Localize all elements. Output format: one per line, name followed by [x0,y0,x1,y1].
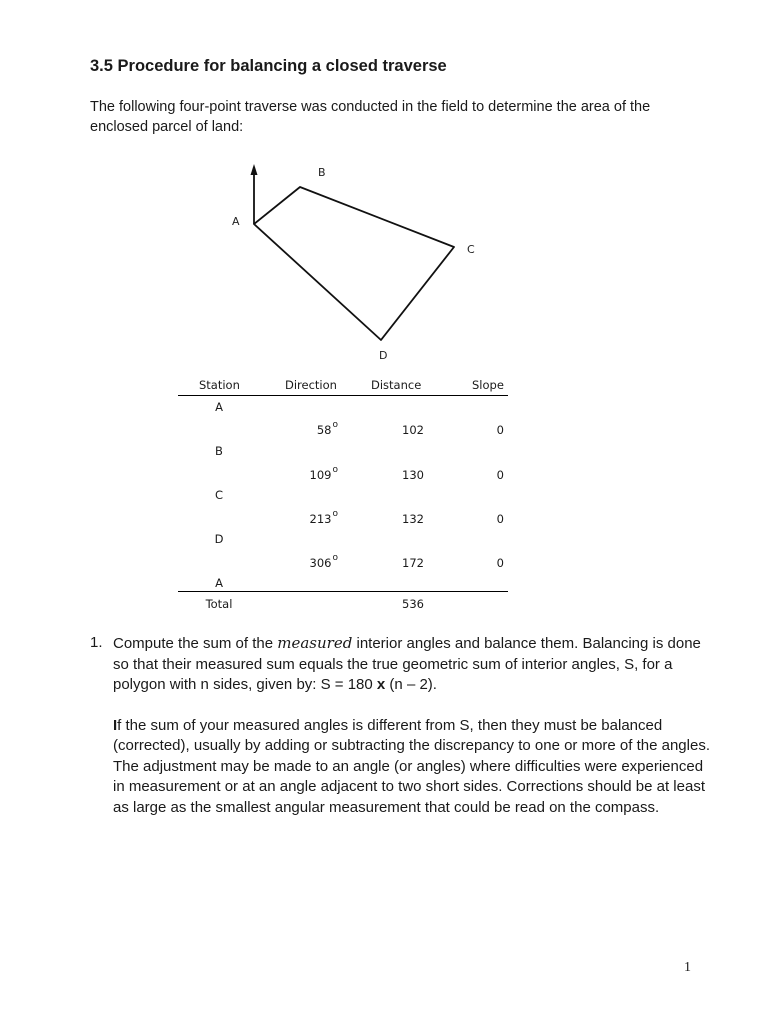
leg-3-direction: 213$^o$ [309,509,338,526]
north-arrow-head [251,164,258,175]
intro-paragraph: The following four-point traverse was conducted in the field to determine the area of the enclosed parcel of land: [90,99,651,135]
total-distance: 536 [402,597,424,611]
instruction-paragraph-1: Compute the sum of the measured interior angles and balance them. Balancing is done so that their measured sum equals the true geometric sum of interior angles, S, for a polygon with n sides, given by: S = 180 x (n – 2). [113,634,701,693]
section-heading: 3.5 Procedure for balancing a closed traverse [90,57,447,75]
leg-3-slope: 0 [496,512,504,526]
list-item [113,633,710,818]
leg-2-distance: 130 [402,468,424,482]
instruction-list [90,633,710,818]
traverse-table [178,375,508,611]
header-direction: Direction [285,378,337,392]
station-a: A [215,400,223,414]
list-number: 1. [90,634,103,651]
leg-1-distance: 102 [402,423,424,437]
label-a: A [232,215,240,228]
label-b: B [318,166,326,179]
header-slope: Slope [472,378,504,392]
total-label: Total [205,597,233,611]
instruction-paragraph-2: If the sum of your measured angles is different from S, then they must be balanced (corrected), usually by adding or subtracting the discrepancy to one or more of the angles. The adjustment may be made to an angle (or angles) where difficulties were experienced in measurement or at an angle adjacent to two short sides. Corrections should be at least as large as the smallest angular measurement that could be read on the compass. [113,716,710,816]
header-distance: Distance [371,378,422,392]
total-divider [178,591,508,592]
label-c: C [467,243,475,256]
leg-1-direction: 58$^o$ [316,420,338,437]
header-station: Station [199,378,240,392]
station-a-return: A [215,576,223,590]
station-c: C [214,488,224,502]
traverse-polygon [254,187,454,340]
traverse-diagram [220,150,500,370]
table-header [178,375,508,396]
station-d: D [214,532,224,546]
leg-3-distance: 132 [402,512,424,526]
station-b: B [215,444,223,458]
leg-2-slope: 0 [496,468,504,482]
traverse-figure [220,150,500,370]
leg-2-direction: 109$^o$ [309,465,338,482]
leg-4-distance: 172 [402,556,424,570]
leg-4-slope: 0 [496,556,504,570]
leg-1-slope: 0 [496,423,504,437]
leg-4-direction: 306$^o$ [309,553,338,570]
page-number: 1 [684,960,691,975]
label-d: D [379,349,388,362]
